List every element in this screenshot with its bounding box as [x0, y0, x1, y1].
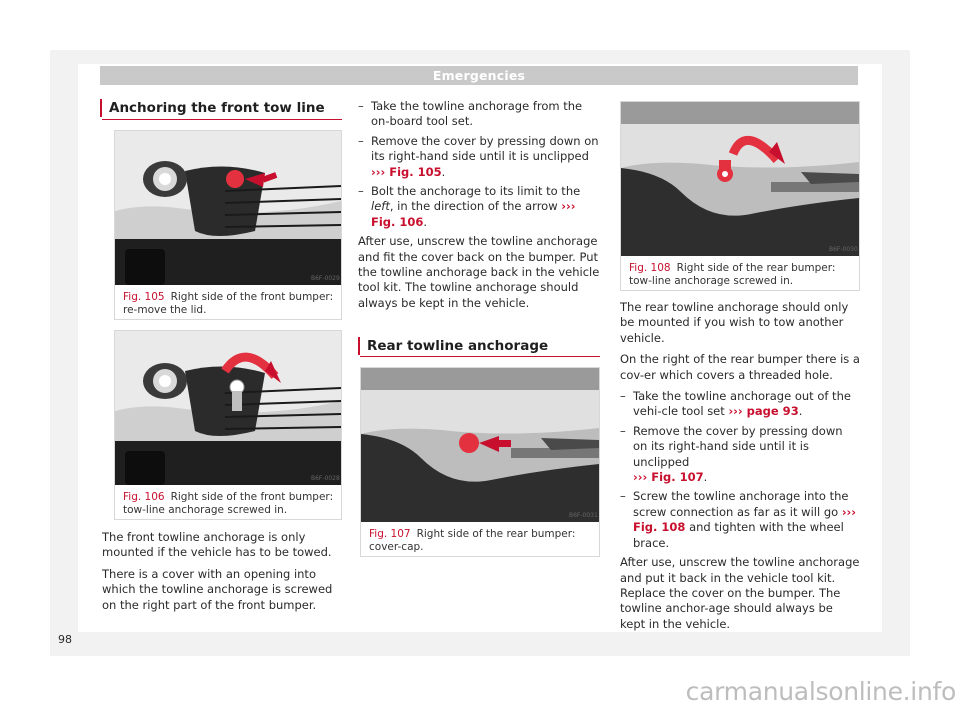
figure-107	[360, 367, 600, 557]
fig-reference-link[interactable]: ››› Fig. 106	[371, 199, 576, 229]
paragraph: The rear towline anchorage should only be mounted if you wish to tow another vehicle.	[620, 300, 849, 345]
figure-105-caption-text: Right side of the front bumper: re-move the lid.	[123, 291, 334, 316]
figure-108-image	[621, 102, 859, 256]
paragraph: After use, unscrew the towline anchorage and fit the cover back on the bumper. Put the towline anchorage back in the vehicle tool kit. The towline anchorage should always be kept in the vehicle.	[358, 234, 600, 310]
figure-106-image	[115, 331, 341, 485]
step-item: – Remove the cover by pressing down on its right-hand side until it is unclipped ››› Fig. 105.	[358, 133, 599, 179]
figure-107-number: Fig. 107	[369, 528, 411, 540]
step-item: – Take the towline anchorage from the on-board tool set.	[358, 99, 583, 129]
figure-108-caption-text: Right side of the rear bumper: tow-line anchorage screwed in.	[629, 262, 836, 287]
section-title-rear: Rear towline anchorage	[358, 337, 548, 355]
figure-108-number: Fig. 108	[629, 262, 671, 274]
section-title-front: Anchoring the front tow line	[100, 99, 325, 117]
figure-105-code: B6F-0029	[311, 275, 340, 282]
figure-105-image	[115, 131, 341, 285]
paragraph: The front towline anchorage is only mounted if the vehicle has to be towed.	[102, 530, 332, 560]
paragraph: After use, unscrew the towline anchorage and put it back in the vehicle tool kit. Replace the cover on the bumper. The towline anchor-age should always be kept in the vehicle.	[620, 555, 860, 631]
figure-107-image	[361, 368, 599, 522]
figure-106-caption-text: Right side of the front bumper: tow-line anchorage screwed in.	[123, 491, 334, 516]
step-item: – Take the towline anchorage out of the vehi-cle tool set ››› page 93.	[620, 389, 851, 419]
fig-reference-link[interactable]: ››› Fig. 108	[633, 504, 857, 535]
figure-108	[620, 101, 860, 291]
figure-106-code: B6F-0028	[311, 475, 340, 482]
step-item: – Screw the towline anchorage into the screw connection as far as it will go ››› Fig. 108 and tighten with the wheel brace.	[620, 489, 857, 550]
figure-107-code: B6F-0031	[569, 512, 598, 519]
left-body-text	[102, 530, 340, 619]
section-rule-front	[102, 119, 342, 120]
figure-105-number: Fig. 105	[123, 291, 165, 303]
paragraph: On the right of the rear bumper there is a cov-er which covers a threaded hole.	[620, 352, 860, 382]
figure-108-code: B6F-0030	[829, 246, 858, 253]
page-number: 98	[58, 633, 72, 646]
watermark: carmanualsonline.info	[685, 677, 956, 706]
middle-body-text	[358, 99, 600, 317]
figure-106-number: Fig. 106	[123, 491, 165, 503]
figure-108-caption	[629, 262, 853, 288]
fig-reference-link[interactable]: ››› Fig. 107	[633, 470, 704, 485]
fig-reference-link[interactable]: ››› Fig. 105	[371, 164, 442, 179]
right-body-text	[620, 300, 860, 638]
figure-105	[114, 130, 342, 320]
figure-105-caption	[123, 291, 335, 317]
page-reference-link[interactable]: ››› page 93	[728, 404, 799, 419]
figure-107-caption-text: Right side of the rear bumper: cover-cap.	[369, 528, 576, 553]
section-rule-rear	[360, 356, 600, 357]
step-item: – Remove the cover by pressing down on its right-hand side until it is unclipped ››› Fig. 107.	[620, 423, 843, 485]
figure-107-caption	[369, 528, 593, 554]
paragraph: There is a cover with an opening into which the towline anchorage is screwed on the right part of the front bumper.	[102, 566, 333, 612]
figure-106-caption	[123, 491, 335, 517]
step-item: – Bolt the anchorage to its limit to the left, in the direction of the arrow ››› Fig. 106.	[358, 184, 581, 229]
chapter-header: Emergencies	[100, 66, 858, 85]
figure-106	[114, 330, 342, 520]
